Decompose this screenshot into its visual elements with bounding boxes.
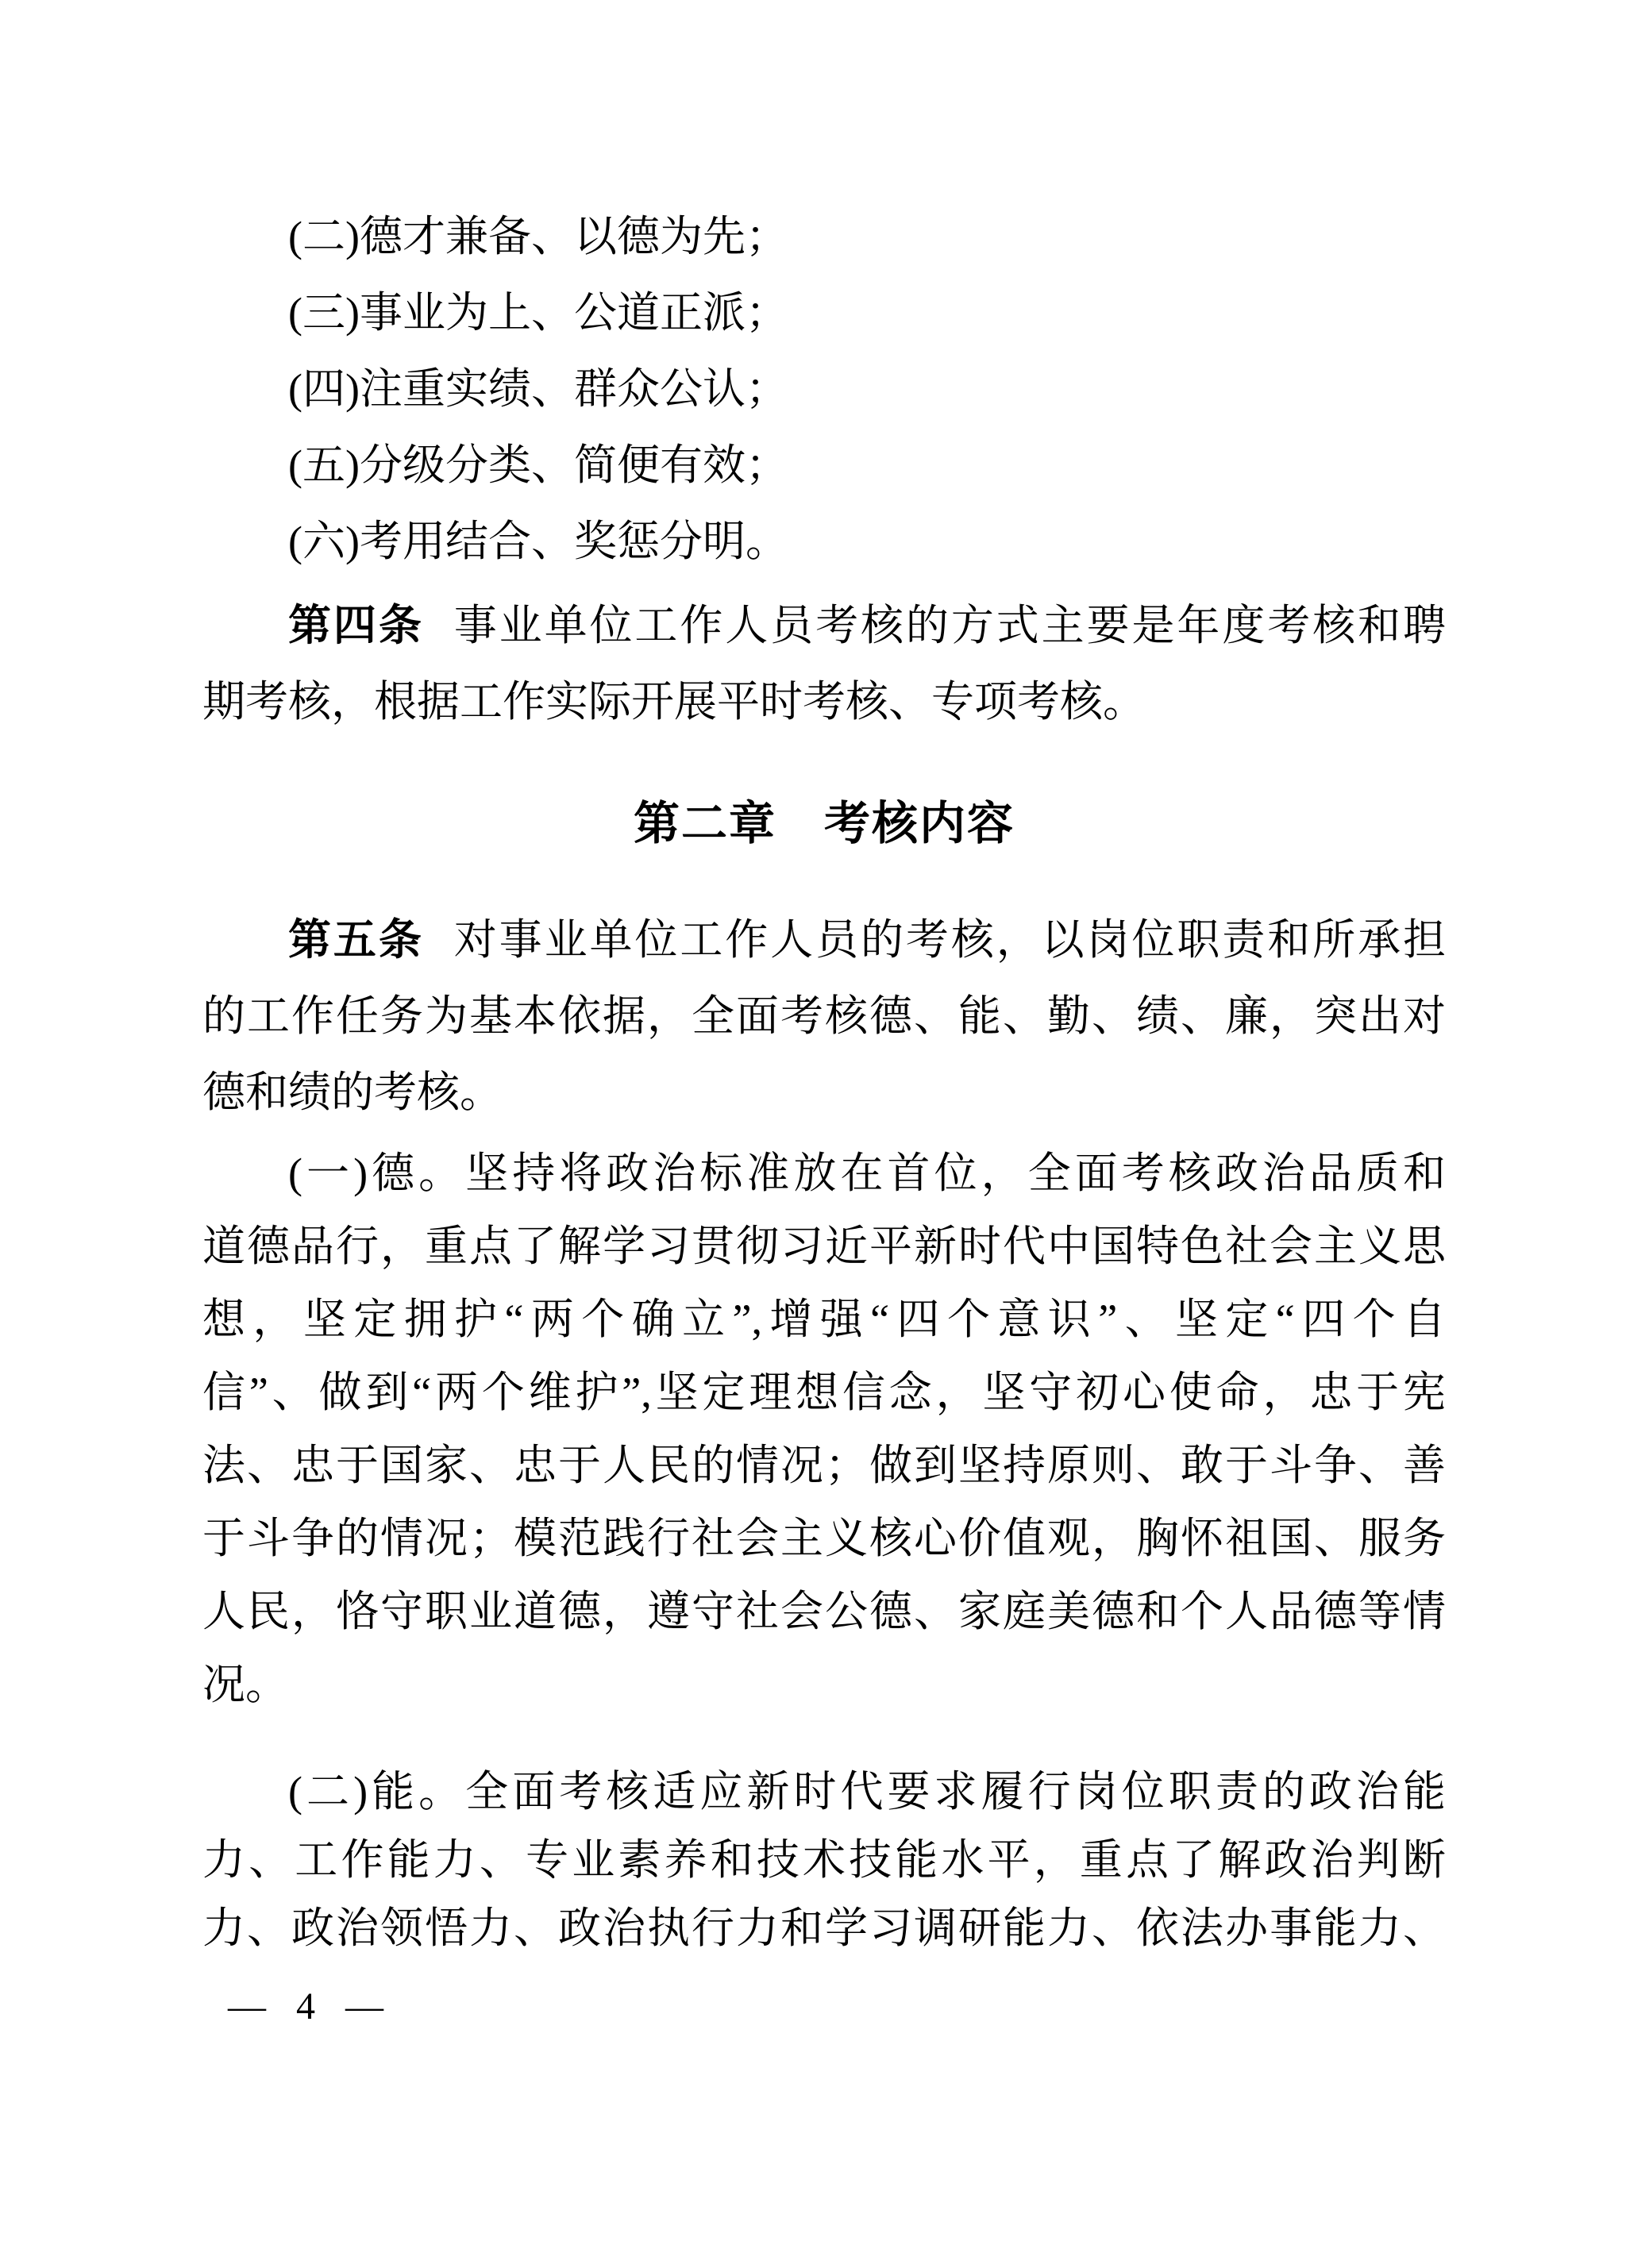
paragraph-line: (一)德。坚持将政治标准放在首位，全面考核政治品质和 bbox=[288, 1149, 1446, 1197]
paragraph-line: 人民，恪守职业道德，遵守社会公德、家庭美德和个人品德等情 bbox=[202, 1588, 1446, 1635]
article-first-line bbox=[202, 902, 1446, 978]
list-item: (五)分级分类、简便有效； bbox=[288, 441, 788, 489]
block-article bbox=[202, 587, 1446, 740]
paragraph-line: (二)能。全面考核适应新时代要求履行岗位职责的政治能 bbox=[288, 1768, 1446, 1816]
list-item: (二)德才兼备、以德为先； bbox=[288, 213, 788, 260]
block-list bbox=[202, 503, 1446, 580]
block-list bbox=[202, 427, 1446, 503]
list-item: (四)注重实绩、群众公认； bbox=[288, 365, 788, 413]
article-first-text: 事业单位工作人员考核的方式主要是年度考核和聘 bbox=[453, 602, 1446, 649]
paragraph-line: 想，坚定拥护“两个确立”,增强“四个意识”、坚定“四个自 bbox=[202, 1296, 1446, 1343]
paragraph-line: 道德品行，重点了解学习贯彻习近平新时代中国特色社会主义思 bbox=[202, 1223, 1446, 1270]
article-line: 德和绩的考核。 bbox=[202, 1069, 503, 1116]
block-list bbox=[202, 198, 1446, 275]
article-first-text: 对事业单位工作人员的考核，以岗位职责和所承担 bbox=[453, 916, 1446, 964]
document-content bbox=[202, 198, 1446, 1962]
article-line: 期考核，根据工作实际开展平时考核、专项考核。 bbox=[202, 678, 1146, 726]
block-para bbox=[202, 1758, 1446, 1962]
block-para bbox=[202, 1137, 1446, 1721]
paragraph-line: 法、忠于国家、忠于人民的情况；做到坚持原则、敢于斗争、善 bbox=[202, 1442, 1446, 1489]
article-line: 的工作任务为基本依据，全面考核德、能、勤、绩、廉，突出对 bbox=[202, 992, 1446, 1040]
paragraph-line: 况。 bbox=[202, 1661, 288, 1708]
page-number: — 4 — bbox=[228, 1985, 383, 2027]
block-article bbox=[202, 902, 1446, 1130]
block-list bbox=[202, 351, 1446, 427]
article-number: 第四条 bbox=[288, 602, 424, 649]
block-list bbox=[202, 275, 1446, 351]
block-chapter bbox=[202, 786, 1446, 862]
paragraph-line: 于斗争的情况；模范践行社会主义核心价值观，胸怀祖国、服务 bbox=[202, 1515, 1446, 1562]
list-item: (三)事业为上、公道正派； bbox=[288, 289, 788, 337]
chapter-heading: 第二章 考核内容 bbox=[633, 798, 1015, 849]
article-number: 第五条 bbox=[288, 916, 424, 964]
paragraph-line: 力、政治领悟力、政治执行力和学习调研能力、依法办事能力、 bbox=[202, 1904, 1446, 1952]
paragraph-line: 力、工作能力、专业素养和技术技能水平，重点了解政治判断 bbox=[202, 1836, 1446, 1884]
list-item: (六)考用结合、奖惩分明。 bbox=[288, 518, 788, 565]
paragraph-line: 信”、做到“两个维护”,坚定理想信念，坚守初心使命，忠于宪 bbox=[202, 1369, 1446, 1416]
article-first-line bbox=[202, 587, 1446, 664]
